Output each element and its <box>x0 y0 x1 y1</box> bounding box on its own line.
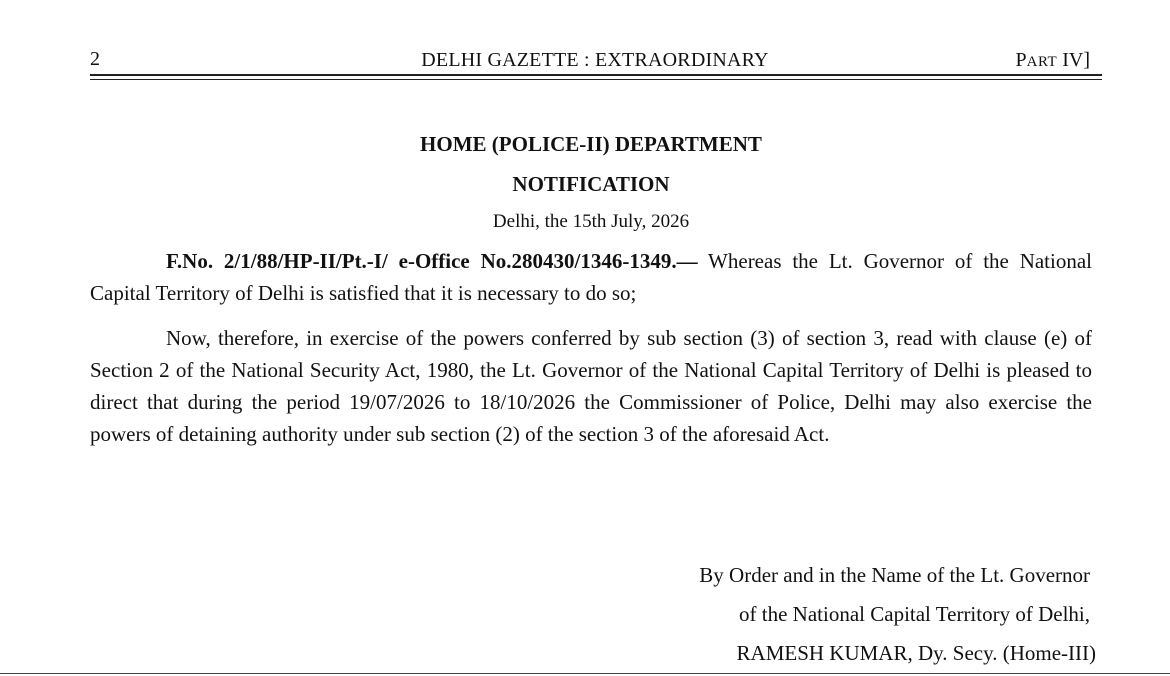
paragraph-whereas <box>90 245 1092 309</box>
part-number: IV] <box>1057 49 1090 71</box>
signature-line-1: By Order and in the Name of the Lt. Governor <box>699 563 1090 587</box>
header-rule-thin <box>90 79 1102 80</box>
paragraph-whereas-text: Whereas the Lt. Governor of the National Capital Territory of Delhi is satisfied that it is necessary to do so; <box>90 249 1093 305</box>
department-heading: HOME (POLICE-II) DEPARTMENT <box>420 132 762 156</box>
notification-heading: NOTIFICATION <box>512 172 670 196</box>
gazette-title: DELHI GAZETTE : EXTRAORDINARY <box>421 49 769 71</box>
page-header <box>90 46 1100 76</box>
part-label <box>1016 49 1091 72</box>
header-rule-thick <box>90 74 1102 76</box>
date-line: Delhi, the 15th July, 2026 <box>492 211 690 232</box>
file-reference: F.No. 2/1/88/HP-II/Pt.-I/ e-Office No.280430/1346-1349.— <box>166 249 698 273</box>
part-initial: P <box>1015 49 1027 71</box>
signatory-name: RAMESH KUMAR, Dy. Secy. (Home-III) <box>736 641 1096 665</box>
part-small-caps: ART <box>1026 54 1058 70</box>
paragraph-now-therefore: Now, therefore, in exercise of the powers conferred by sub section (3) of section 3, read with clause (e) of Section 2 of the National Security Act, 1980, the Lt. Governor of the National Capital Territory of Delhi is pleased to direct that during the period 19/07/2026 to 18/10/2026 the Commissioner of Police, Delhi may also exercise the powers of detaining authority under sub section (2) of the section 3 of the aforesaid Act. <box>90 326 1092 446</box>
page-bottom-edge <box>0 673 1170 674</box>
signature-line-2: of the National Capital Territory of Delhi, <box>739 602 1090 626</box>
page-number: 2 <box>90 48 100 70</box>
